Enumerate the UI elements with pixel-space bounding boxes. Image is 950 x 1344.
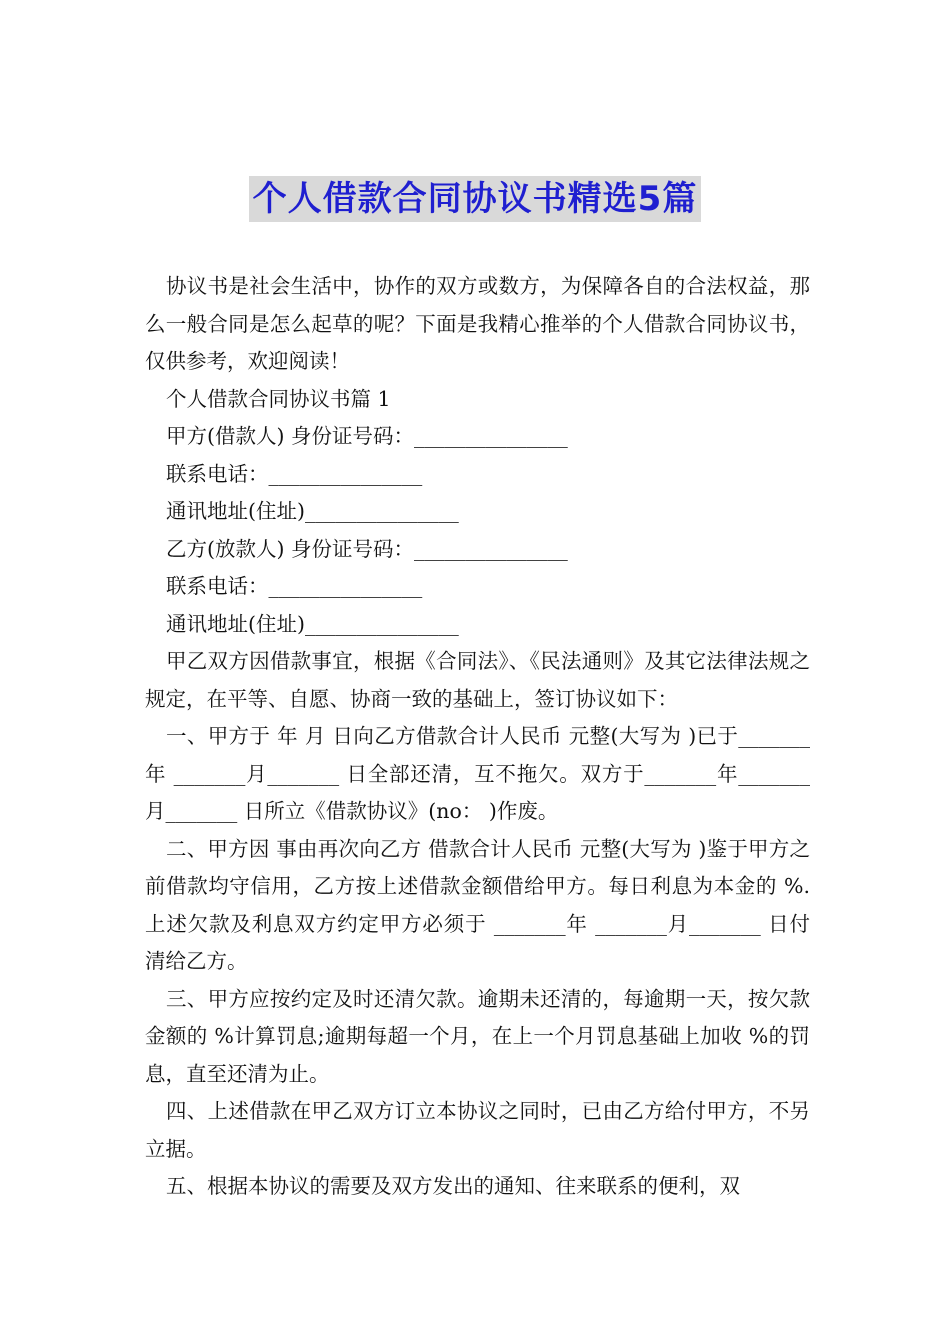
preamble-paragraph: 甲乙双方因借款事宜，根据《合同法》、《民法通则》及其它法律法规之规定，在平等、自愿、协商一致的基础上，签订协议如下： (145, 649, 810, 711)
party-b-phone-line: 联系电话：_______________ (166, 574, 423, 598)
document-body (145, 268, 810, 1206)
clause-3: 三、甲方应按约定及时还清欠款。逾期未还清的，每逾期一天，按欠款金额的 %计算罚息;逾期每超一个月，在上一个月罚息基础上加收 %的罚息，直至还清为止。 (145, 986, 810, 1086)
section-heading: 个人借款合同协议书篇 1 (166, 386, 391, 411)
party-b-id-line: 乙方(放款人) 身份证号码：_______________ (166, 536, 568, 561)
party-a-phone-line: 联系电话：_______________ (166, 461, 423, 486)
clause-1: 一、甲方于 年 月 日向乙方借款合计人民币 元整(大写为 )已于_______ 年 _______月_______ 日全部还清，互不拖欠。双方于_______年_______ 月_______ 日所立《借款协议》(no： )作废。 (145, 724, 810, 823)
intro-paragraph: 协议书是社会生活中，协作的双方或数方，为保障各自的合法权益，那么一般合同是怎么起草的呢？下面是我精心推举的个人借款合同协议书，仅供参考，欢迎阅读！ (145, 274, 810, 373)
party-a-id-line: 甲方(借款人) 身份证号码：_______________ (166, 424, 568, 448)
party-b-address-line: 通讯地址(住址)_______________ (166, 611, 459, 636)
clause-4: 四、上述借款在甲乙双方订立本协议之同时，已由乙方给付甲方，不另立据。 (145, 1099, 810, 1161)
clause-5: 五、根据本协议的需要及双方发出的通知、往来联系的便利，双 (166, 1174, 740, 1198)
title-container (0, 176, 950, 222)
party-a-address-line: 通讯地址(住址)_______________ (166, 499, 459, 523)
clause-2: 二、甲方因 事由再次向乙方 借款合计人民币 元整(大写为 )鉴于甲方之前借款均守信用，乙方按上述借款金额借给甲方。每日利息为本金的 %.上述欠款及利息双方约定甲方必须于 _______年 _______月_______ 日付清给乙方。 (145, 836, 810, 973)
document-title: 个人借款合同协议书精选5篇 (249, 176, 702, 222)
